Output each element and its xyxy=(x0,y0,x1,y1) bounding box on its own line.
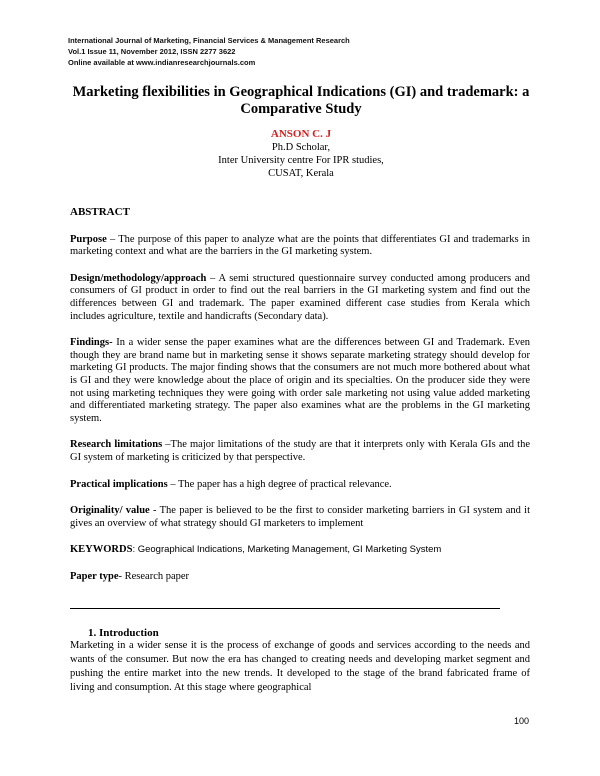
abstract-section xyxy=(70,206,530,583)
paper-title-line-2: Comparative Study xyxy=(240,101,362,117)
practical-paragraph xyxy=(70,479,530,492)
journal-header xyxy=(68,35,538,68)
findings-text: In a wider sense the paper examines what are the differences between GI and Trademark. Even though they are brand name but in marketing sense it shows separate marketing strategy should develop for marketing GI products. The major finding shows that the consumers are not much more bothered about what is GI and they were knowledge about the place of origin and its specialties. On the producer side they were not using marketing techniques they were going with order sale marketing not using value added marketing and differentiated marketing strategy. The paper also examines what are the problems in the GI marketing system. xyxy=(70,337,530,424)
keywords-text: : Geographical Indications, Marketing Management, GI Marketing System xyxy=(132,544,442,556)
author-degree: Ph.D Scholar, xyxy=(271,142,331,153)
originality-paragraph xyxy=(70,505,530,530)
purpose-text: – The purpose of this paper to analyze what are the points that differentiates GI and trademarks in marketing context and what are the barriers in the GI marketing system. xyxy=(70,233,530,258)
originality-text: - The paper is believed to be the first to consider marketing barriers in GI system and it gives an overview of what strategy should GI marketers to implement xyxy=(70,505,531,529)
introduction-text: Marketing in a wider sense it is the process of exchange of goods and services according to the needs and wants of the consumer. But now the era has changed to creating needs and developing market segment and pushing the entire market into the new trends. It developed to the stage of the brand fabricated frame of living and consumption. At this stage where geographical xyxy=(70,640,530,693)
paper-type-label: Paper type xyxy=(70,570,119,582)
journal-issue: Vol.1 Issue 11, November 2012, ISSN 2277 3622 xyxy=(68,47,236,56)
author-affiliation: Inter University centre For IPR studies, xyxy=(218,155,384,166)
paper-title-line-1: Marketing flexibilities in Geographical Indications (GI) and trademark: a xyxy=(72,84,530,100)
design-text: – A semi structured questionnaire survey conducted among producers and consumers of GI product in order to find out the real barriers in the GI marketing system and find out the differences between GI and trademark. The paper examined different case studies from Kerala which includes agriculture, textile and handicrafts (Secondary data). xyxy=(70,272,530,322)
journal-website: Online available at www.indianresearchjournals.com xyxy=(68,58,256,67)
practical-text: – The paper has a high degree of practical relevance. xyxy=(167,478,392,490)
journal-name: International Journal of Marketing, Financial Services & Management Research xyxy=(68,36,350,45)
paper-type-paragraph xyxy=(70,571,530,584)
purpose-paragraph xyxy=(70,234,530,259)
paper-type-text: - Research paper xyxy=(118,570,190,582)
author-block xyxy=(70,128,532,180)
author-name: ANSON C. J xyxy=(270,128,332,140)
keywords-label: KEYWORDS xyxy=(70,544,133,556)
limitations-text: –The major limitations of the study are that it interprets only with Kerala GIs and the GI system of marketing is criticized by that perspective. xyxy=(70,439,530,463)
design-paragraph xyxy=(70,273,530,323)
section-divider xyxy=(70,608,500,609)
limitations-paragraph xyxy=(70,439,530,464)
design-label: Design/methodology/approach xyxy=(70,272,207,284)
abstract-heading: ABSTRACT xyxy=(70,206,130,218)
limitations-label: Research limitations xyxy=(70,439,163,451)
practical-label: Practical implications xyxy=(70,478,168,490)
paper-title xyxy=(70,84,532,118)
page-number: 100 xyxy=(514,716,530,726)
originality-label: Originality/ value xyxy=(70,505,150,517)
findings-paragraph xyxy=(70,337,530,425)
keywords-paragraph xyxy=(70,544,530,557)
purpose-label: Purpose xyxy=(70,233,107,245)
findings-label: Findings- xyxy=(70,337,113,349)
introduction-heading: 1. Introduction xyxy=(88,627,159,639)
author-location: CUSAT, Kerala xyxy=(268,168,334,179)
